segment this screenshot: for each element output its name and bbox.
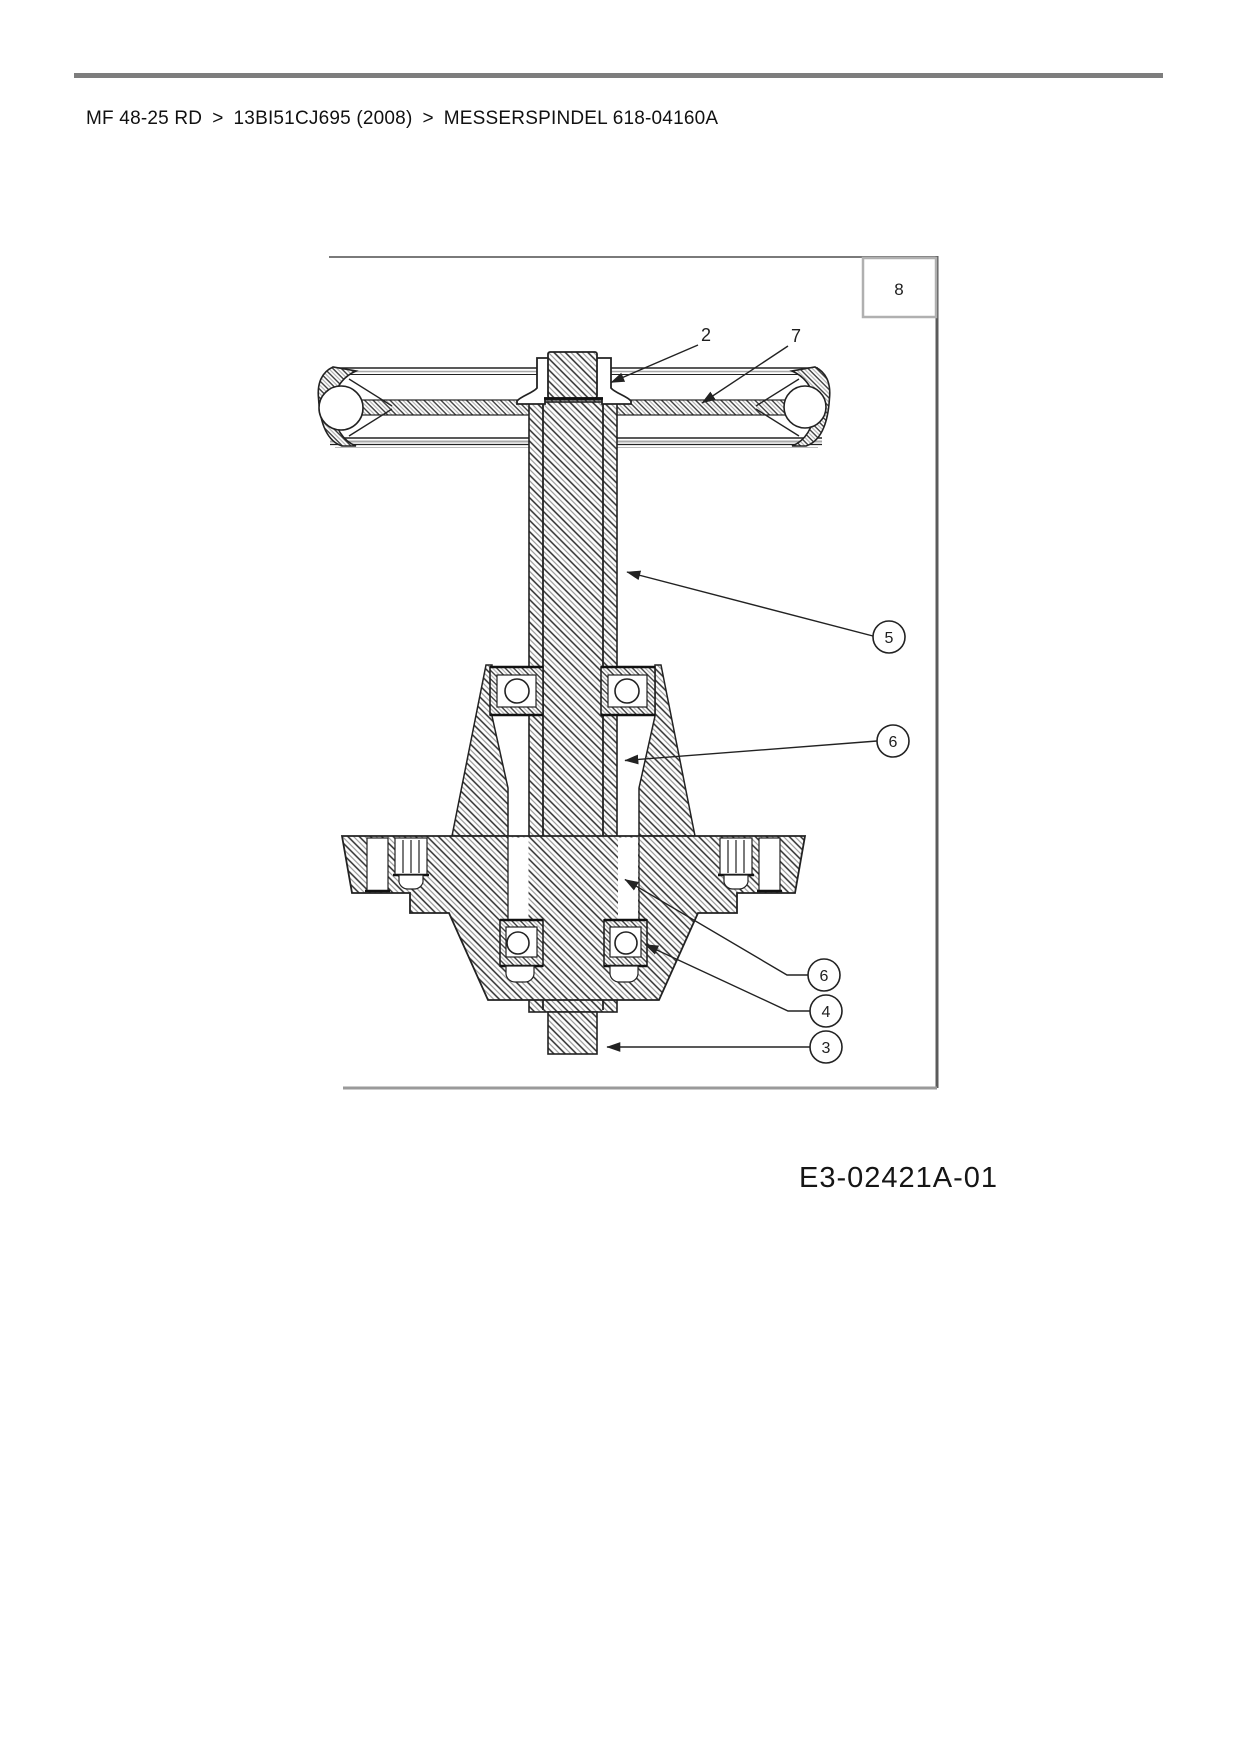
top-bolt-and-washer: [517, 352, 631, 404]
breadcrumb-item-model[interactable]: MF 48-25 RD: [86, 108, 203, 129]
bolt-head: [548, 352, 597, 398]
breadcrumb-item-current: MESSERSPINDEL 618-04160A: [443, 108, 719, 129]
callout-4-label: 4: [821, 1004, 831, 1021]
belt-groove-right-circle: [784, 386, 826, 428]
callout-5-label: 5: [884, 630, 894, 647]
drawing-code: E3-02421A-01: [799, 1162, 999, 1194]
breadcrumb-separator: >: [212, 108, 224, 129]
callout-6-lower-label: 6: [819, 968, 829, 985]
breadcrumb-item-variant[interactable]: 13BI51CJ695 (2008): [233, 108, 413, 129]
callout-3-label: 3: [821, 1040, 831, 1057]
callout-8-label: 8: [894, 280, 904, 299]
shaft-bottom-tip: [548, 1012, 597, 1054]
breadcrumb-separator: >: [422, 108, 434, 129]
callout-7-label: 7: [790, 326, 802, 346]
belt-groove-left-circle: [319, 386, 363, 430]
callout-3: [607, 1031, 842, 1063]
mounting-flange: [342, 836, 805, 1000]
callout-2-label: 2: [700, 325, 712, 345]
callout-6-upper-label: 6: [888, 734, 898, 751]
callout-5: [627, 572, 905, 653]
